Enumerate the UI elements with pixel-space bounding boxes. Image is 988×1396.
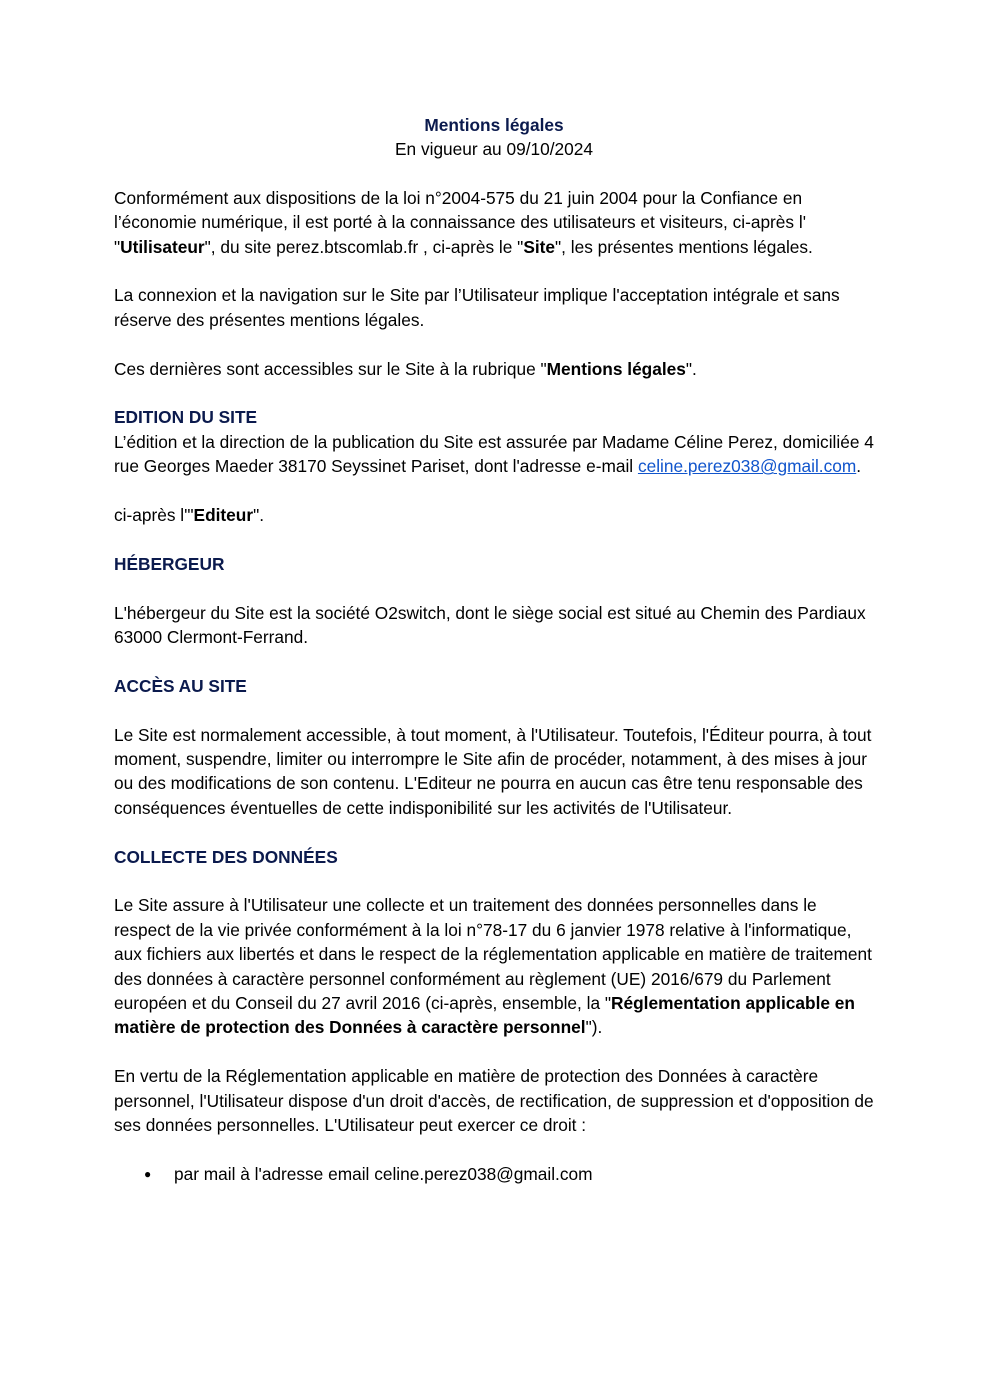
section-heading-collecte: COLLECTE DES DONNÉES [114, 846, 338, 867]
editor-bold: Editeur [193, 505, 254, 526]
intro-p3-bold: Mentions légales [546, 358, 686, 379]
collecte-bold: Réglementation applicable en matière de protection des Données à caractère personnel [114, 993, 855, 1038]
section-heading-acces: ACCÈS AU SITE [114, 675, 247, 696]
intro-text-b: ", du site perez.btscomlab.fr , ci-après le " [204, 236, 524, 257]
edition-text-end: . [856, 456, 862, 477]
intro-text-a: Conformément aux dispositions de la loi n°2004-575 du 21 juin 2004 pour la Confiance en l’économie numérique, il est porté à la connaissance des utilisateurs et visiteurs, ci-après l' " [114, 187, 807, 257]
document-subtitle: En vigueur au 09/10/2024 [395, 139, 593, 160]
edition-text: L’édition et la direction de la publication du Site est assurée par Madame Céline Perez, domiciliée 4 rue Georges Maeder 38170 Seyssinet Pariset, dont l'adresse e-mail [114, 431, 874, 477]
editor-email-link[interactable]: celine.perez038@gmail.com [637, 456, 857, 477]
intro-text-c: ", les présentes mentions légales. [555, 236, 813, 257]
section-heading-hebergeur: HÉBERGEUR [114, 553, 225, 574]
title-block [114, 113, 874, 162]
intro-paragraph-1 [114, 186, 874, 259]
rights-bullet-list [114, 1162, 874, 1186]
list-item: ● par mail à l'adresse email celine.perez038@gmail.com [174, 1162, 874, 1186]
intro-bold-site: Site [523, 236, 556, 257]
collecte-paragraph-1 [114, 893, 874, 1039]
editor-text-a: ci-après l'" [114, 505, 194, 526]
hebergeur-paragraph: L'hébergeur du Site est la société O2switch, dont le siège social est situé au Chemin des Pardiaux 63000 Clermont-Ferrand. [114, 602, 866, 648]
intro-paragraph-2: La connexion et la navigation sur le Site par l’Utilisateur implique l'acceptation intégrale et sans réserve des présentes mentions légales. [114, 285, 840, 330]
intro-paragraph-3 [114, 357, 874, 381]
intro-p3-text-b: ". [685, 358, 697, 379]
intro-p3-text-a: Ces dernières sont accessibles sur le Site à la rubrique " [114, 358, 547, 379]
collecte-paragraph-2: En vertu de la Réglementation applicable en matière de protection des Données à caractère personnel, l'Utilisateur dispose d'un droit d'accès, de rectification, de suppression et d'opposition de ses données personnelles. L'Utilisateur peut exercer ce droit : [114, 1066, 874, 1136]
collecte-text-b: "). [585, 1017, 603, 1038]
document-title: Mentions légales [424, 115, 564, 135]
editor-paragraph [114, 503, 874, 527]
intro-bold-utilisateur: Utilisateur [120, 236, 205, 257]
edition-paragraph [114, 430, 874, 479]
collecte-text-a: Le Site assure à l'Utilisateur une collecte et un traitement des données personnelles dans le respect de la vie privée conformément à la loi n°78-17 du 6 janvier 1978 relative à l'informatique, aux fichiers aux libertés et dans le respect de la réglementation applicable en matière de traitement des données à caractère personnel conformément au règlement (UE) 2016/679 du Parlement européen et du Conseil du 27 avril 2016 (ci-après, ensemble, la " [114, 895, 872, 1014]
section-heading-edition: EDITION DU SITE [114, 407, 258, 428]
acces-paragraph: Le Site est normalement accessible, à tout moment, à l'Utilisateur. Toutefois, l'Éditeur pourra, à tout moment, suspendre, limiter ou interrompre le Site afin de procéder, notamment, à des mises à jour ou des modifications de son contenu. L'Editeur ne pourra en aucun cas être tenu responsable des conséquences éventuelles de cette indisponibilité sur les activités de l'Utilisateur. [114, 724, 872, 818]
editor-text-b: ". [253, 505, 265, 526]
document-page [114, 113, 874, 1186]
